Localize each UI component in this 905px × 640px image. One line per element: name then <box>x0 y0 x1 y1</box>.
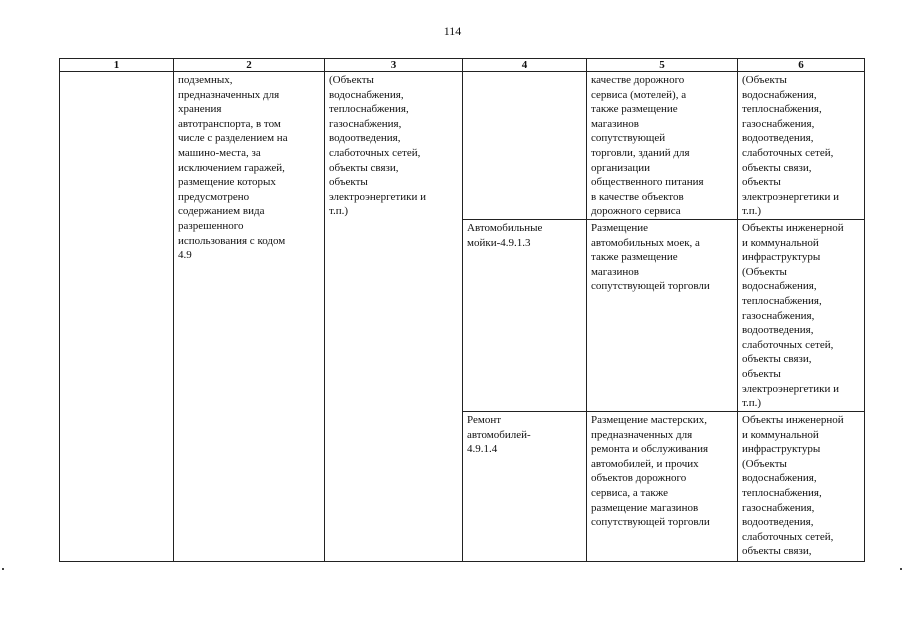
row1-col6: (Объекты водоснабжения, теплоснабжения, газоснабжения, водоотведения, слаботочных сетей, объекты связи, объекты электроэнергетики и т.п.) <box>738 72 865 220</box>
land-use-table <box>59 58 865 562</box>
row1-col5: качестве дорожного сервиса (мотелей), а также размещение магазинов сопутствующей торговли, зданий для организации общественного питания в качестве объектов дорожного сервиса <box>587 72 738 220</box>
row1-col4 <box>463 72 587 220</box>
header-col-4: 4 <box>463 59 587 72</box>
row3-col6: Объекты инженерной и коммунальной инфраструктуры (Объекты водоснабжения, теплоснабжения, газоснабжения, водоотведения, слаботочных сетей, объекты связи, <box>738 412 865 562</box>
left-margin-mark <box>2 568 4 570</box>
header-col-5: 5 <box>587 59 738 72</box>
col2-cell <box>174 72 325 562</box>
row2-col5: Размещение автомобильных моек, а также размещение магазинов сопутствующей торговли <box>587 220 738 412</box>
col2-text: подземных, предназначенных для хранения автотранспорта, в том числе с разделением на машино-места, за исключением гаражей, размещение которых предусмотрено содержанием вида разрешенного использования с кодом 4.9 <box>178 74 288 262</box>
header-row <box>60 59 865 72</box>
header-col-6: 6 <box>738 59 865 72</box>
col3-text: (Объекты водоснабжения, теплоснабжения, газоснабжения, водоотведения, слаботочных сетей, объекты связи, объекты электроэнергетики и т.п.) <box>329 74 426 218</box>
row3-col5: Размещение мастерских, предназначенных для ремонта и обслуживания автомобилей, и прочих объектов дорожного сервиса, а также размещение магазинов сопутствующей торговли <box>587 412 738 562</box>
col1-cell <box>60 72 174 562</box>
page-number: 114 <box>443 24 462 38</box>
header-col-2: 2 <box>174 59 325 72</box>
header-col-1: 1 <box>60 59 174 72</box>
header-col-3: 3 <box>325 59 463 72</box>
row3-col4: Ремонт автомобилей- 4.9.1.4 <box>463 412 587 562</box>
col3-cell <box>325 72 463 562</box>
right-margin-mark <box>900 568 902 570</box>
row2-col6: Объекты инженерной и коммунальной инфраструктуры (Объекты водоснабжения, теплоснабжения, газоснабжения, водоотведения, слаботочных сетей, объекты связи, объекты электроэнергетики и т.п.) <box>738 220 865 412</box>
table-row <box>60 72 865 220</box>
row2-col4: Автомобильные мойки-4.9.1.3 <box>463 220 587 412</box>
